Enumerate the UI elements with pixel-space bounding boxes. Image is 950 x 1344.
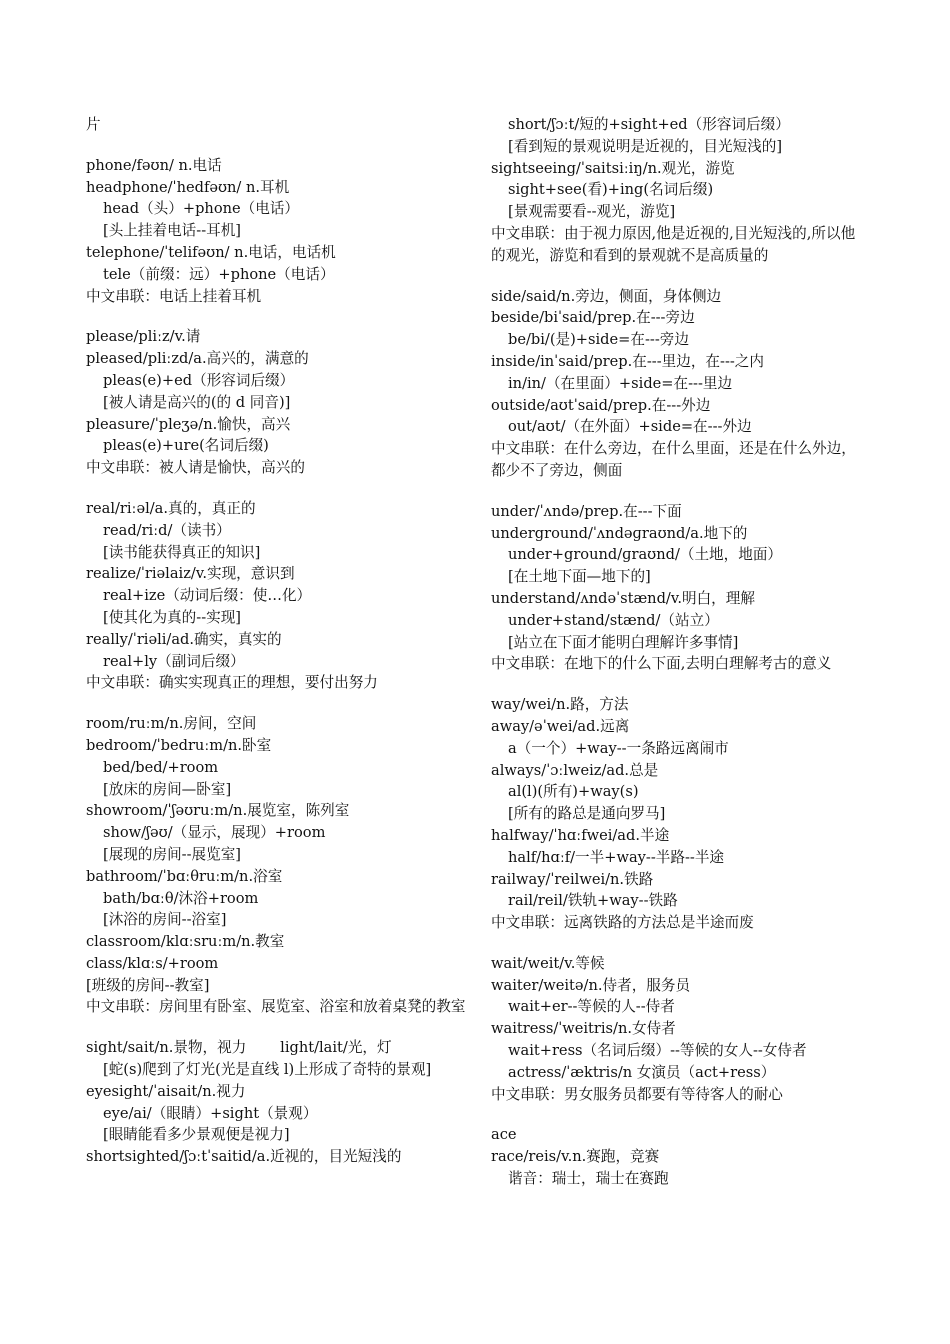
indented-note-line: real+ize（动词后缀：使…化） (103, 587, 312, 605)
indented-note-line: [放床的房间—卧室] (103, 780, 232, 798)
section-gap (86, 694, 476, 713)
entry-line: sightseeing/ˈsaitsiːiŋ/n.观光，游览 (491, 159, 735, 177)
indented-note-line: bath/bɑːθ/沐浴+room (103, 889, 259, 907)
indented-note-line: wait+er--等候的人--侍者 (508, 998, 675, 1016)
entry-line: really/ˈriəli/ad.确实，真实的 (86, 630, 282, 648)
left-column (86, 114, 476, 1168)
indented-note-line: [头上挂着电话--耳机] (103, 222, 242, 240)
indented-note-line: pleas(e)+ure(名词后缀) (103, 437, 269, 455)
entry-line: waitress/ˈweitris/n.女侍者 (491, 1020, 676, 1038)
indented-note-line: sight+see(看)+ing(名词后缀) (508, 181, 714, 199)
section-gap (491, 934, 869, 953)
indented-note-line: show/ʃəʊ/（显示，展现）+room (103, 824, 326, 842)
indented-note-line: [使其化为真的--实现] (103, 608, 242, 626)
entry-line: always/ˈɔːlweiz/ad.总是 (491, 761, 659, 779)
entry-line: classroom/klɑːsruːm/n.教室 (86, 933, 285, 951)
entry-line: 中文串联：由于视力原因,他是近视的,目光短浅的,所以他的观光，游览和看到的景观就不是高质量的 (491, 224, 856, 264)
indented-note-line: [在土地下面—地下的] (508, 568, 651, 586)
indented-note-line: [眼睛能看多少景观便是视力] (103, 1126, 290, 1144)
entry-line: wait/weit/v.等候 (491, 954, 605, 972)
indented-note-line: wait+ress（名词后缀）--等候的女人--女侍者 (508, 1042, 807, 1060)
indented-note-line: [展现的房间--展览室] (103, 845, 242, 863)
entry-line: please/pliːz/v.请 (86, 328, 201, 346)
entry-line: understand/ʌndəˈstænd/v.明白，理解 (491, 589, 755, 607)
entry-line: phone/fəʊn/ n.电话 (86, 156, 222, 174)
indented-note-line: al(l)(所有)+way(s) (508, 783, 639, 801)
entry-line: waiter/weitə/n.侍者，服务员 (491, 976, 691, 994)
entry-line: class/klɑːs/+room (86, 954, 219, 972)
entry-line: 中文串联：男女服务员都要有等待客人的耐心 (491, 1085, 783, 1103)
entry-line: showroom/ˈʃəʊruːm/n.展览室，陈列室 (86, 802, 350, 820)
entry-line: room/ruːm/n.房间，空间 (86, 715, 257, 733)
entry-line: under/ˈʌndə/prep.在---下面 (491, 502, 682, 520)
entry-line: 片 (86, 116, 101, 133)
entry-line: 中文串联：电话上挂着耳机 (86, 287, 262, 305)
indented-note-line: tele（前缀：远）+phone（电话） (103, 265, 335, 283)
section-gap (491, 675, 869, 694)
entry-line: outside/aʊtˈsaid/prep.在---外边 (491, 396, 711, 414)
entry-line: halfway/ˈhɑːfwei/ad.半途 (491, 826, 670, 844)
entry-line: beside/biˈsaid/prep.在---旁边 (491, 309, 695, 327)
entry-line: headphone/ˈhedfəʊn/ n.耳机 (86, 178, 290, 196)
entry-line: pleasure/ˈpleʒə/n.愉快，高兴 (86, 415, 291, 433)
indented-note-line: in/in/（在里面）+side=在---里边 (508, 374, 733, 392)
entry-line: [班级的房间--教室] (86, 976, 210, 994)
entry-line: 中文串联：在什么旁边，在什么里面，还是在什么外边，都少不了旁边，侧面 (491, 440, 856, 479)
entry-line: side/said/n.旁边，侧面，身体侧边 (491, 287, 722, 305)
indented-note-line: bed/bed/+room (103, 758, 219, 776)
entry-line: 中文串联：在地下的什么下面,去明白理解考古的意义 (491, 655, 832, 673)
entry-line: shortsighted/ʃɔːtˈsaitid/a.近视的，目光短浅的 (86, 1148, 402, 1166)
indented-note-line: a（一个）+way--一条路远离闹市 (508, 739, 729, 757)
indented-note-line: [景观需要看--观光，游览] (508, 203, 676, 221)
entry-line: inside/inˈsaid/prep.在---里边，在---之内 (491, 352, 764, 370)
section-gap (86, 1018, 476, 1037)
indented-note-line: [所有的路总是通向罗马] (508, 805, 666, 823)
indented-note-line: short/ʃɔːt/短的+sight+ed（形容词后缀） (508, 116, 790, 133)
entry-line: ace (491, 1126, 517, 1144)
entry-line: eyesight/ˈaisait/n.视力 (86, 1082, 246, 1100)
indented-note-line: [看到短的景观说明是近视的，目光短浅的] (508, 137, 783, 155)
indented-note-line: eye/ai/（眼睛）+sight（景观） (103, 1104, 318, 1122)
entry-line: pleased/pliːzd/a.高兴的，满意的 (86, 350, 309, 368)
entry-line: 中文串联：确实实现真正的理想，要付出努力 (86, 674, 378, 692)
entry-line: away/əˈwei/ad.远离 (491, 717, 630, 735)
section-gap (491, 267, 869, 286)
section-gap (86, 479, 476, 498)
entry-line: real/riːəl/a.真的，真正的 (86, 499, 256, 517)
indented-note-line: [蛇(s)爬到了灯光(光是直线 l)上形成了奇特的景观] (103, 1061, 432, 1079)
entry-line: sight/sait/n.景物，视力 light/lait/光，灯 (86, 1039, 392, 1057)
section-gap (86, 136, 476, 155)
indented-note-line: rail/reil/铁轨+way--铁路 (508, 892, 678, 910)
indented-note-line: actress/ˈæktris/n 女演员（act+ress） (508, 1063, 776, 1081)
section-gap (491, 1105, 869, 1124)
indented-note-line: [沐浴的房间--浴室] (103, 911, 227, 929)
indented-note-line: under+stand/stænd/（站立） (508, 611, 719, 629)
right-column (491, 114, 869, 1190)
entry-line: 中文串联：房间里有卧室、展览室、浴室和放着桌凳的教室 (86, 998, 466, 1016)
entry-line: realize/ˈriəlaiz/v.实现，意识到 (86, 565, 295, 583)
indented-note-line: pleas(e)+ed（形容词后缀） (103, 371, 295, 389)
entry-line: bedroom/ˈbedruːm/n.卧室 (86, 736, 272, 754)
indented-note-line: 谐音：瑞士，瑞士在赛跑 (508, 1170, 669, 1188)
indented-note-line: [站立在下面才能明白理解许多事情] (508, 633, 739, 651)
indented-note-line: [被人请是高兴的(的 d 同音)] (103, 393, 291, 411)
entry-line: way/wei/n.路，方法 (491, 696, 629, 714)
entry-line: telephone/ˈtelifəʊn/ n.电话，电话机 (86, 243, 336, 261)
indented-note-line: under+ground/ɡraʊnd/（土地，地面） (508, 546, 783, 564)
entry-line: bathroom/ˈbɑːθruːm/n.浴室 (86, 867, 283, 885)
entry-line: race/reis/v.n.赛跑，竞赛 (491, 1148, 660, 1166)
indented-note-line: read/riːd/（读书） (103, 521, 231, 539)
indented-note-line: half/hɑːf/一半+way--半路--半途 (508, 848, 725, 866)
entry-line: underground/ˈʌndəɡraʊnd/a.地下的 (491, 524, 748, 542)
indented-note-line: out/aʊt/（在外面）+side=在---外边 (508, 418, 752, 436)
indented-note-line: be/bi/(是)+side=在---旁边 (508, 331, 689, 349)
entry-line: railway/ˈreilwei/n.铁路 (491, 870, 654, 888)
section-gap (491, 482, 869, 501)
section-gap (86, 307, 476, 326)
entry-line: 中文串联：远离铁路的方法总是半途而废 (491, 914, 754, 932)
indented-note-line: real+ly（副词后缀） (103, 652, 245, 670)
indented-note-line: head（头）+phone（电话） (103, 200, 300, 218)
indented-note-line: [读书能获得真正的知识] (103, 543, 261, 561)
entry-line: 中文串联：被人请是愉快，高兴的 (86, 459, 305, 477)
